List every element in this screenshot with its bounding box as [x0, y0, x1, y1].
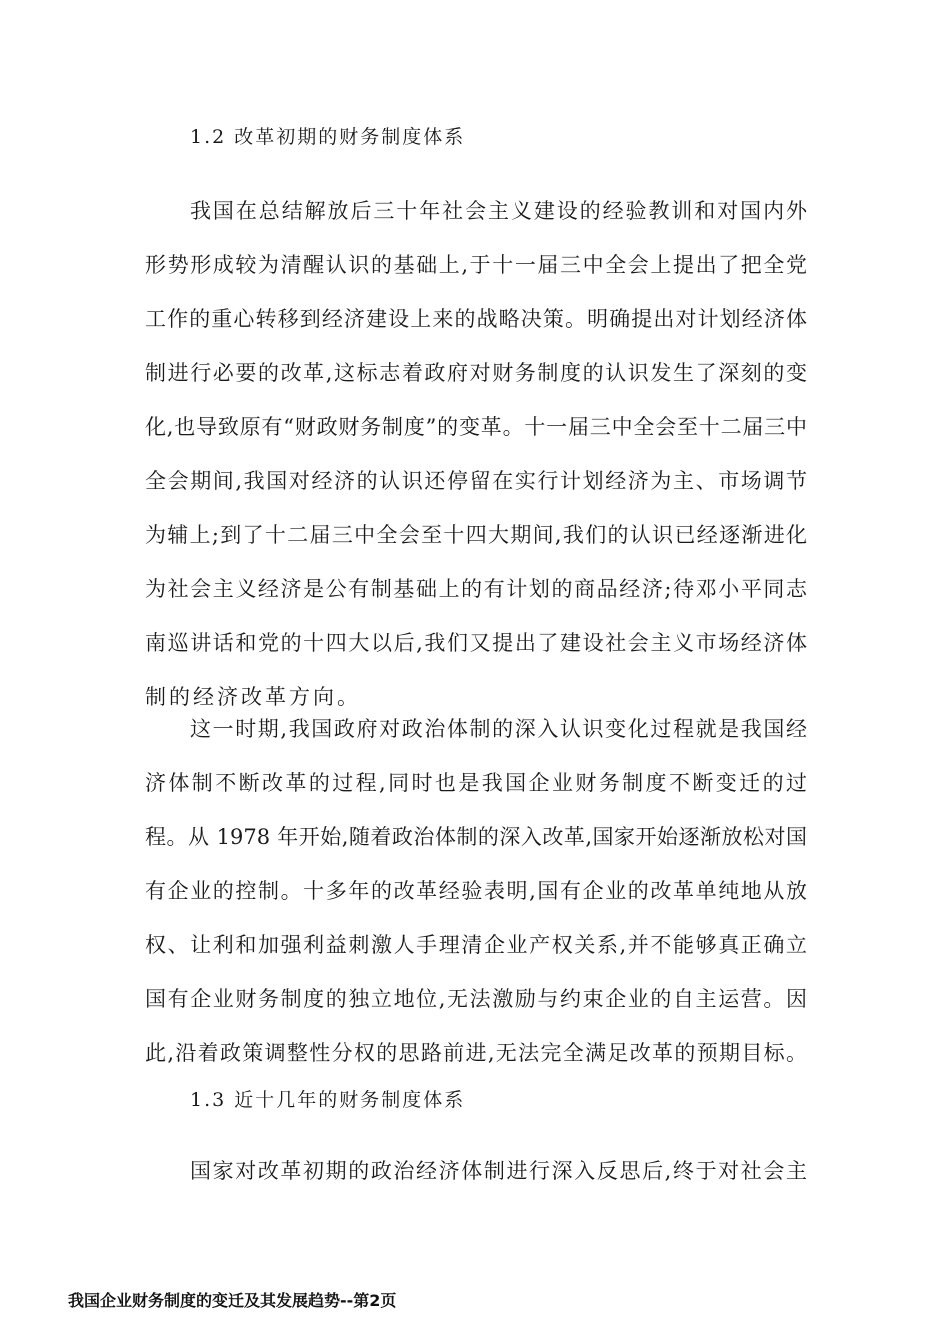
- section-heading-1-3: 1.3 近十几年的财务制度体系: [190, 1089, 466, 1111]
- paragraph-line: 全会期间,我国对经济的认识还停留在实行计划经济为主、市场调节: [145, 469, 807, 493]
- paragraph-line: 有企业的控制。十多年的改革经验表明,国有企业的改革单纯地从放: [145, 879, 807, 903]
- paragraph-line: 工作的重心转移到经济建设上来的战略决策。明确提出对计划经济体: [145, 307, 807, 331]
- paragraph-line: 此,沿着政策调整性分权的思路前进,无法完全满足改革的预期目标。: [145, 1041, 807, 1065]
- paragraph-line: 国有企业财务制度的独立地位,无法激励与约束企业的自主运营。因: [145, 987, 807, 1011]
- paragraph-line: 形势形成较为清醒认识的基础上,于十一届三中全会上提出了把全党: [145, 253, 807, 277]
- paragraph-line: 这一时期,我国政府对政治体制的深入认识变化过程就是我国经: [190, 717, 807, 741]
- section-heading-1-2: 1.2 改革初期的财务制度体系: [190, 126, 466, 148]
- paragraph-line: 我国在总结解放后三十年社会主义建设的经验教训和对国内外: [190, 199, 807, 223]
- paragraph-line: 制的经济改革方向。: [145, 685, 361, 709]
- paragraph-1: [145, 184, 807, 724]
- paragraph-line: 南巡讲话和党的十四大以后,我们又提出了建设社会主义市场经济体: [145, 631, 807, 655]
- paragraph-line: 为辅上;到了十二届三中全会至十四大期间,我们的认识已经逐渐进化: [145, 523, 807, 547]
- paragraph-line: 济体制不断改革的过程,同时也是我国企业财务制度不断变迁的过: [145, 771, 807, 795]
- paragraph-line: 权、让利和加强利益刺激人手理清企业产权关系,并不能够真正确立: [145, 933, 807, 957]
- page-footer: 我国企业财务制度的变迁及其发展趋势--第2页: [68, 1291, 397, 1310]
- paragraph-line: 制进行必要的改革,这标志着政府对财务制度的认识发生了深刻的变: [145, 361, 807, 385]
- paragraph-line: 国家对改革初期的政治经济体制进行深入反思后,终于对社会主: [190, 1159, 807, 1183]
- paragraph-line: 为社会主义经济是公有制基础上的有计划的商品经济;待邓小平同志: [145, 577, 807, 601]
- paragraph-line: 程。从 1978 年开始,随着政治体制的深入改革,国家开始逐渐放松对国: [145, 825, 807, 849]
- paragraph-line: 化,也导致原有“财政财务制度”的变革。十一届三中全会至十二届三中: [145, 415, 807, 439]
- paragraph-3: [145, 1144, 807, 1198]
- paragraph-2: [145, 702, 807, 1080]
